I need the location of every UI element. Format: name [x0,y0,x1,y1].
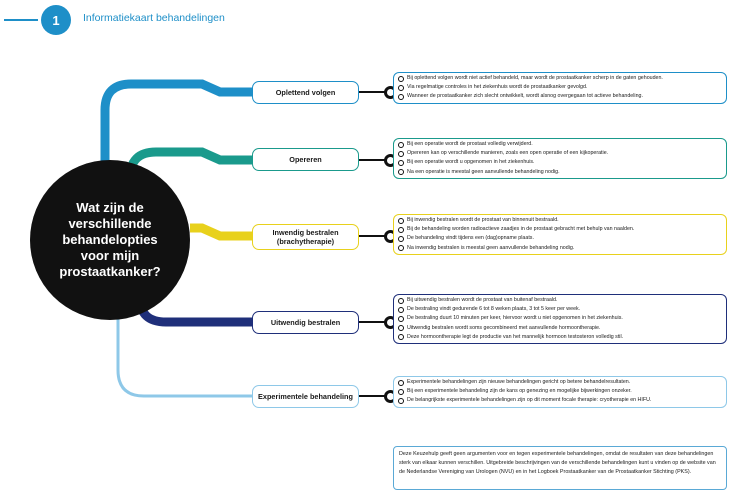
step-number-badge: 1 [41,5,71,35]
list-item: Via regelmatige controles in het ziekenhuis wordt de prostaatkanker gevolgd. [398,83,722,92]
bullet-icon [398,160,404,166]
option-experimentele-behandeling: Experimentele behandeling [252,385,359,408]
bullet-icon [398,169,404,175]
info-card-experimentele-behandeling [393,376,727,408]
list-item: De bestraling vindt gedurende 6 tot 8 weken plaats, 3 tot 5 keer per week. [398,305,722,314]
list-item: Bij een operatie wordt de prostaat volledig verwijderd. [398,140,722,149]
list-item: De bestraling duurt 10 minuten per keer, hiervoor wordt u niet opgenomen in het ziekenhuis. [398,314,722,323]
list-item: Bij de behandeling worden radioactieve zaadjes in de prostaat gebracht met behulp van naalden. [398,225,722,234]
list-item: Deze hormoontherapie legt de productie van het mannelijk hormoon testosteron volledig stil. [398,333,722,342]
page-title: Informatiekaart behandelingen [83,12,225,24]
list-item: Na inwendig bestralen is meestal geen aanvullende behandeling nodig. [398,244,722,253]
footnote-text: Deze Keuzehulp geeft geen argumenten voor en tegen experimentele behandelingen, omdat de resultaten van deze behandelingen sterk van elkaar kunnen verschillen. Uitgebreide beschrijvingen van de verschillende behandelingen kunt u vinden op de website van de Nederlandse Vereniging van Urologen (NVU) en in het Logboek Prostaatkanker van de Prostaatkanker Stichting (PKS). [399,451,716,475]
bullet-icon [398,227,404,233]
option-oplettend-volgen: Oplettend volgen [252,81,359,104]
bullet-icon [398,76,404,82]
list-item: De behandeling vindt tijdens een (dag)opname plaats. [398,234,722,243]
bullet-icon [398,307,404,313]
bullet-icon [398,85,404,91]
branch-line-inwendig [190,228,252,236]
option-opereren: Opereren [252,148,359,171]
central-question-text: Wat zijn de verschillende behandelopties voor mijn prostaatkanker? [59,200,161,279]
list-item: Na een operatie is meestal geen aanvullende behandeling nodig. [398,168,722,177]
bullet-icon [398,245,404,251]
list-item: Bij uitwendig bestralen wordt de prostaat van buitenaf bestraald. [398,296,722,305]
bullet-icon [398,325,404,331]
list-item: Bij inwendig bestralen wordt de prostaat van binnenuit bestraald. [398,216,722,225]
list-item: Bij een operatie wordt u opgenomen in het ziekenhuis. [398,158,722,167]
bullet-icon [398,142,404,148]
footnote-box [393,446,727,490]
central-question [30,160,190,320]
list-item: Wanneer de prostaatkanker zich slecht ontwikkelt, wordt alsnog overgegaan tot actieve behandeling. [398,92,722,101]
info-card-opereren [393,138,727,179]
bullet-icon [398,236,404,242]
bullet-icon [398,334,404,340]
list-item: Bij een experimentele behandeling zijn de kans op genezing en mogelijke bijwerkingen onzeker. [398,387,722,396]
bullet-icon [398,398,404,404]
bullet-icon [398,298,404,304]
option-uitwendig-bestralen: Uitwendig bestralen [252,311,359,334]
list-item: Uitwendig bestralen wordt soms gecombineerd met aanvullende hormoontherapie. [398,324,722,333]
bullet-icon [398,94,404,100]
list-item: Bij oplettend volgen wordt niet actief behandeld, maar wordt de prostaatkanker scherp in de gaten gehouden. [398,74,722,83]
bullet-icon [398,316,404,322]
bullet-icon [398,218,404,224]
info-card-inwendig-bestralen [393,214,727,255]
branch-line-experimenteel [118,318,252,396]
bullet-icon [398,389,404,395]
info-card-oplettend-volgen [393,72,727,104]
list-item: Opereren kan op verschillende manieren, zoals een open operatie of een kijkoperatie. [398,149,722,158]
header-rule [4,19,38,21]
bullet-icon [398,380,404,386]
list-item: De belangrijkste experimentele behandelingen zijn op dit moment focale therapie: cryotherapie en HIFU. [398,396,722,405]
option-inwendig-bestralen: Inwendig bestralen (brachytherapie) [252,224,359,250]
bullet-icon [398,151,404,157]
info-card-uitwendig-bestralen [393,294,727,344]
list-item: Experimentele behandelingen zijn nieuwe behandelingen gericht op betere behandelresultaten. [398,378,722,387]
